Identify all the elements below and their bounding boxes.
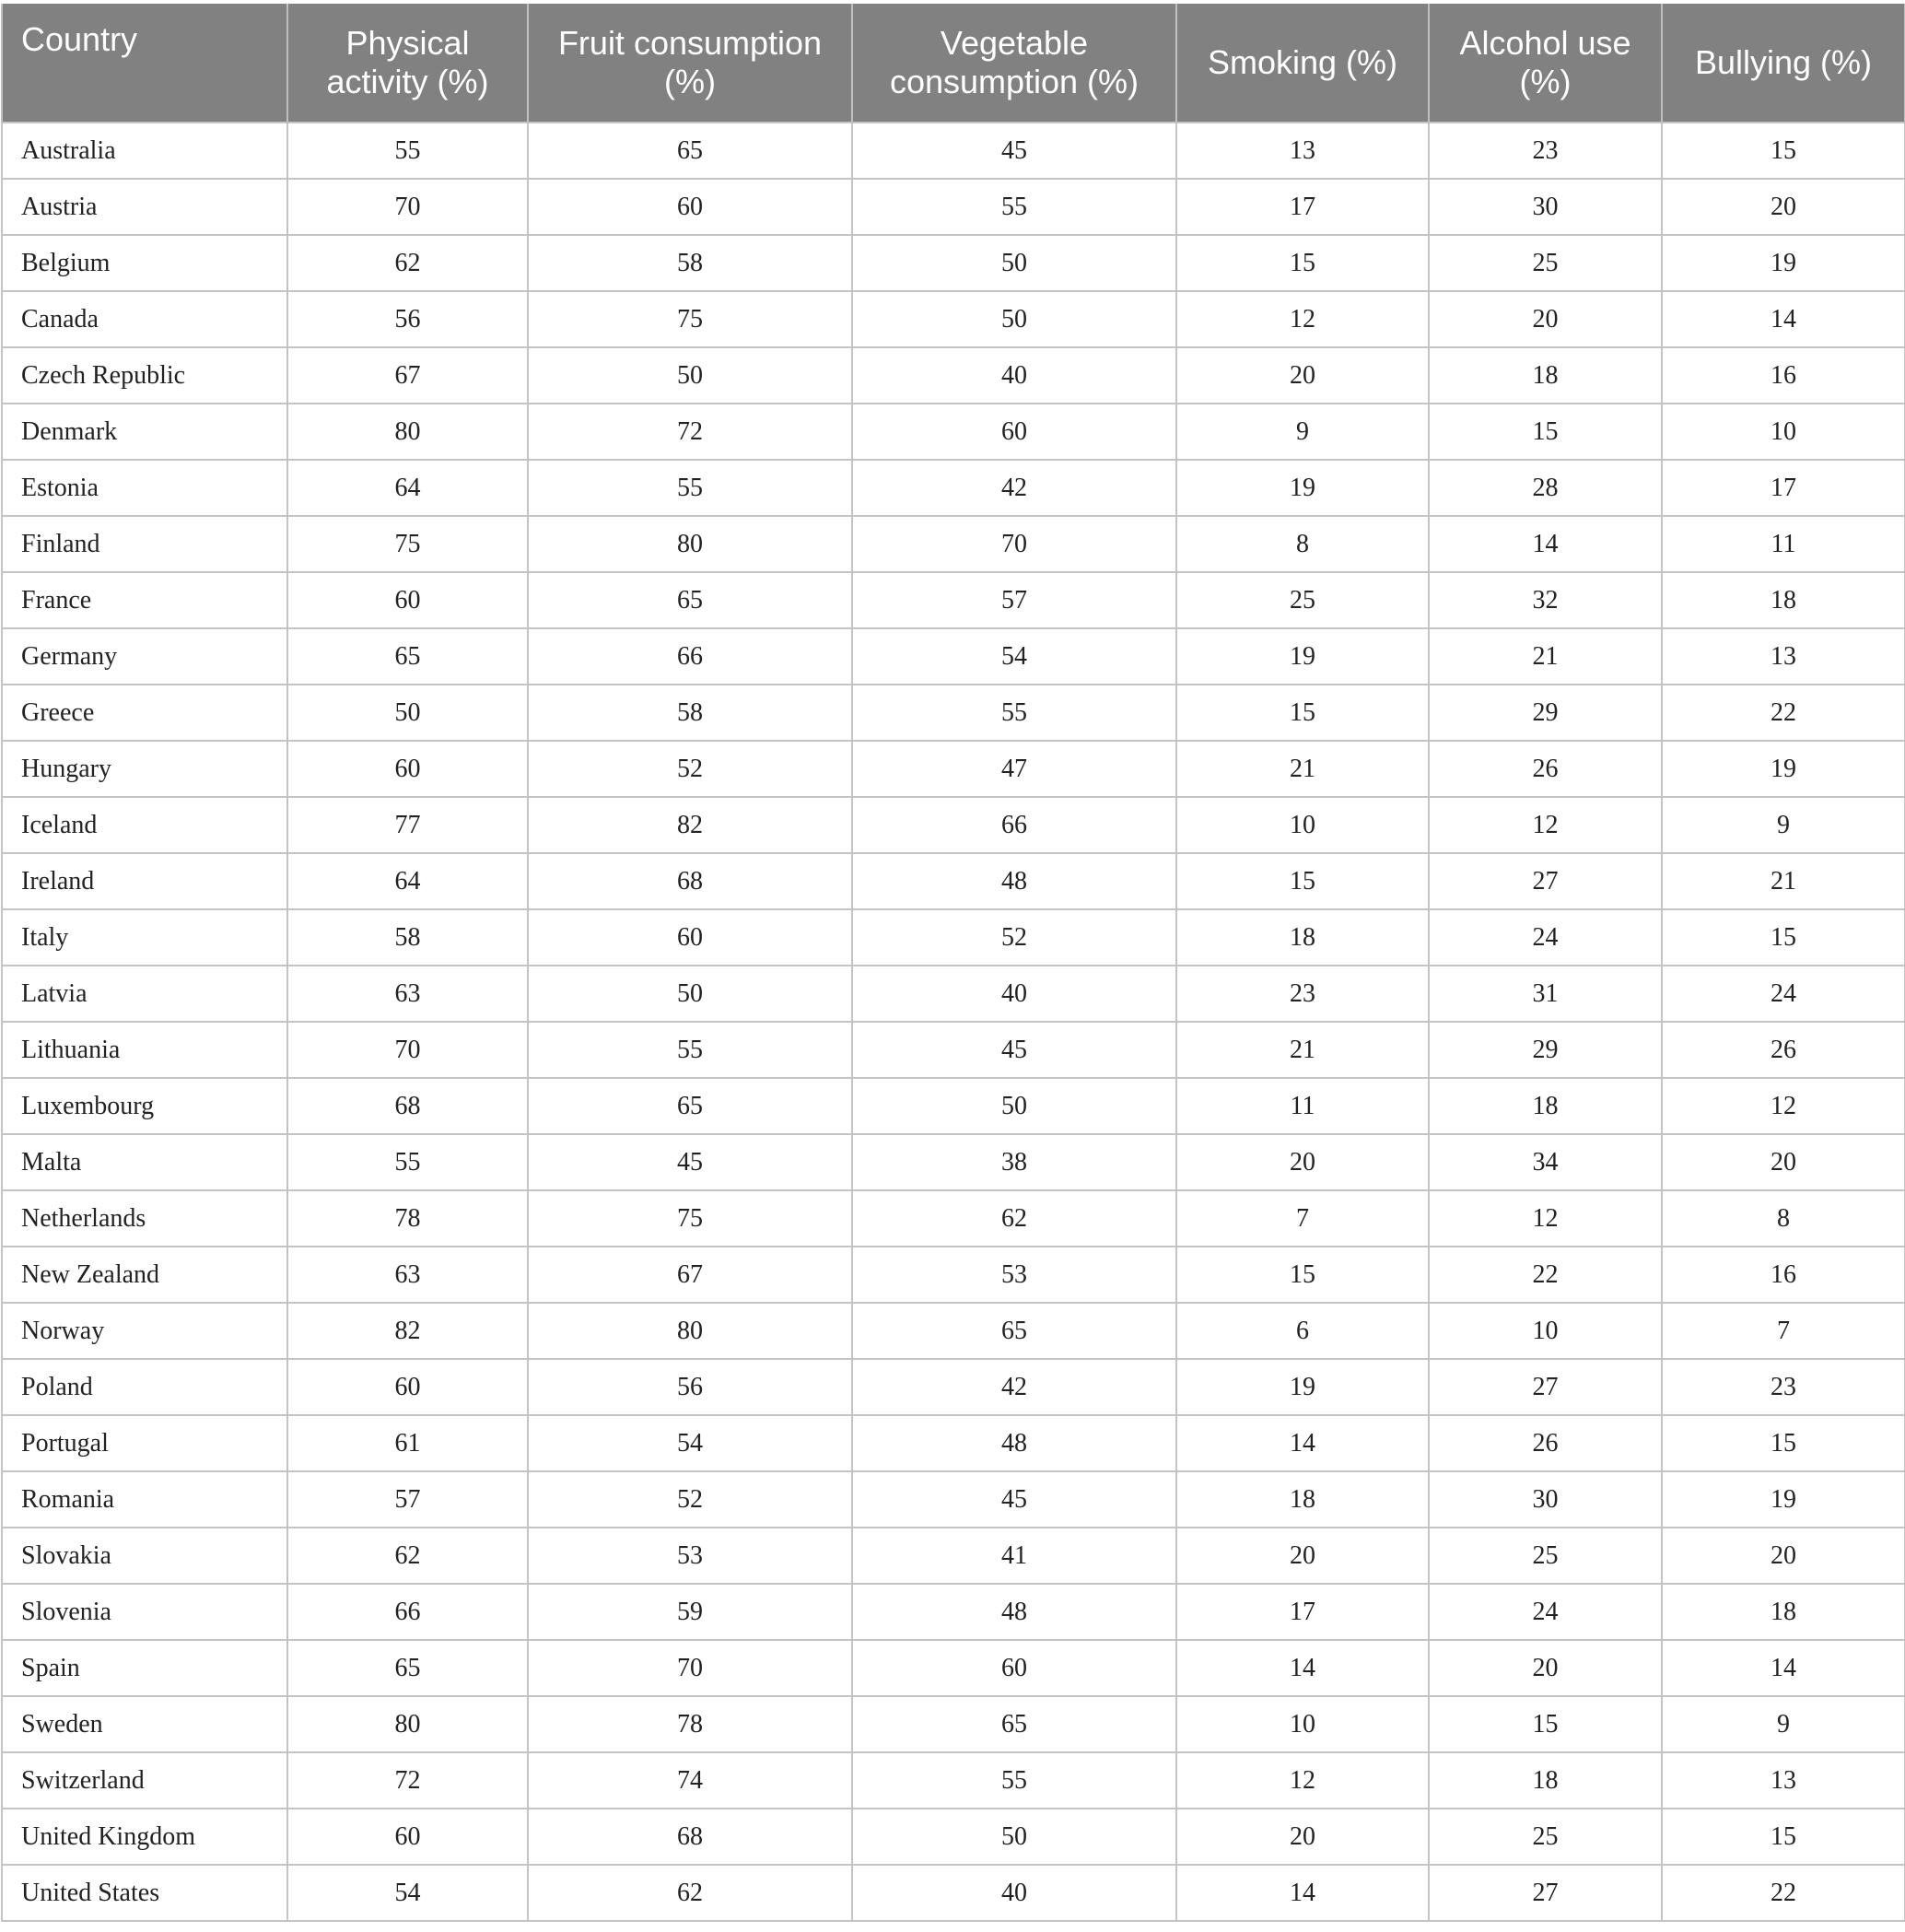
cell-smoking: 10 (1176, 797, 1429, 853)
cell-country: United Kingdom (2, 1809, 287, 1865)
cell-fruit-consumption: 55 (528, 1022, 852, 1078)
cell-alcohol-use: 18 (1429, 1752, 1662, 1809)
cell-physical-activity: 57 (287, 1471, 528, 1528)
cell-physical-activity: 68 (287, 1078, 528, 1134)
cell-vegetable-consumption: 48 (852, 1584, 1176, 1640)
table-row (2, 1190, 1905, 1247)
cell-physical-activity: 60 (287, 1809, 528, 1865)
cell-smoking: 12 (1176, 1752, 1429, 1809)
cell-alcohol-use: 32 (1429, 572, 1662, 628)
cell-fruit-consumption: 58 (528, 685, 852, 741)
cell-country: Canada (2, 291, 287, 347)
cell-smoking: 7 (1176, 1190, 1429, 1247)
cell-alcohol-use: 18 (1429, 1078, 1662, 1134)
cell-smoking: 9 (1176, 404, 1429, 460)
cell-country: Latvia (2, 966, 287, 1022)
cell-country: Slovakia (2, 1528, 287, 1584)
cell-bullying: 9 (1662, 1696, 1905, 1752)
cell-fruit-consumption: 65 (528, 572, 852, 628)
table-row (2, 1247, 1905, 1303)
cell-country: Greece (2, 685, 287, 741)
cell-smoking: 14 (1176, 1865, 1429, 1921)
cell-bullying: 13 (1662, 628, 1905, 685)
header-row (2, 4, 1905, 123)
cell-smoking: 8 (1176, 516, 1429, 572)
cell-smoking: 21 (1176, 1022, 1429, 1078)
cell-alcohol-use: 25 (1429, 235, 1662, 291)
cell-alcohol-use: 28 (1429, 460, 1662, 516)
cell-bullying: 19 (1662, 741, 1905, 797)
cell-bullying: 18 (1662, 572, 1905, 628)
cell-alcohol-use: 22 (1429, 1247, 1662, 1303)
table-row (2, 628, 1905, 685)
cell-alcohol-use: 18 (1429, 347, 1662, 404)
cell-smoking: 15 (1176, 235, 1429, 291)
cell-country: Denmark (2, 404, 287, 460)
table-row (2, 1528, 1905, 1584)
cell-vegetable-consumption: 45 (852, 123, 1176, 179)
cell-alcohol-use: 29 (1429, 685, 1662, 741)
cell-bullying: 10 (1662, 404, 1905, 460)
column-header-physical-activity: Physical activity (%) (287, 4, 528, 123)
cell-fruit-consumption: 62 (528, 1865, 852, 1921)
table-row (2, 1752, 1905, 1809)
cell-country: Slovenia (2, 1584, 287, 1640)
cell-alcohol-use: 30 (1429, 179, 1662, 235)
cell-smoking: 6 (1176, 1303, 1429, 1359)
cell-vegetable-consumption: 48 (852, 853, 1176, 909)
cell-alcohol-use: 27 (1429, 853, 1662, 909)
cell-physical-activity: 65 (287, 628, 528, 685)
cell-country: Belgium (2, 235, 287, 291)
cell-smoking: 19 (1176, 1359, 1429, 1415)
cell-bullying: 15 (1662, 1415, 1905, 1471)
cell-vegetable-consumption: 50 (852, 235, 1176, 291)
cell-smoking: 15 (1176, 685, 1429, 741)
cell-bullying: 19 (1662, 235, 1905, 291)
table-header (2, 4, 1905, 123)
cell-alcohol-use: 20 (1429, 1640, 1662, 1696)
cell-country: Norway (2, 1303, 287, 1359)
cell-fruit-consumption: 50 (528, 966, 852, 1022)
column-header-country: Country (2, 4, 287, 123)
cell-alcohol-use: 25 (1429, 1809, 1662, 1865)
cell-vegetable-consumption: 50 (852, 291, 1176, 347)
cell-smoking: 19 (1176, 628, 1429, 685)
table-row (2, 685, 1905, 741)
cell-bullying: 15 (1662, 123, 1905, 179)
cell-fruit-consumption: 53 (528, 1528, 852, 1584)
cell-vegetable-consumption: 60 (852, 1640, 1176, 1696)
cell-smoking: 20 (1176, 1528, 1429, 1584)
cell-bullying: 8 (1662, 1190, 1905, 1247)
cell-alcohol-use: 21 (1429, 628, 1662, 685)
cell-alcohol-use: 25 (1429, 1528, 1662, 1584)
cell-physical-activity: 64 (287, 853, 528, 909)
cell-fruit-consumption: 74 (528, 1752, 852, 1809)
cell-vegetable-consumption: 45 (852, 1022, 1176, 1078)
cell-physical-activity: 62 (287, 1528, 528, 1584)
cell-country: Iceland (2, 797, 287, 853)
cell-bullying: 13 (1662, 1752, 1905, 1809)
cell-physical-activity: 75 (287, 516, 528, 572)
cell-vegetable-consumption: 47 (852, 741, 1176, 797)
cell-fruit-consumption: 68 (528, 1809, 852, 1865)
cell-physical-activity: 60 (287, 1359, 528, 1415)
cell-fruit-consumption: 78 (528, 1696, 852, 1752)
table-row (2, 1640, 1905, 1696)
cell-vegetable-consumption: 55 (852, 179, 1176, 235)
cell-vegetable-consumption: 50 (852, 1809, 1176, 1865)
cell-fruit-consumption: 65 (528, 1078, 852, 1134)
cell-vegetable-consumption: 55 (852, 685, 1176, 741)
cell-fruit-consumption: 55 (528, 460, 852, 516)
table-row (2, 516, 1905, 572)
cell-physical-activity: 72 (287, 1752, 528, 1809)
cell-bullying: 11 (1662, 516, 1905, 572)
cell-vegetable-consumption: 53 (852, 1247, 1176, 1303)
cell-physical-activity: 65 (287, 1640, 528, 1696)
cell-country: Romania (2, 1471, 287, 1528)
cell-bullying: 24 (1662, 966, 1905, 1022)
cell-physical-activity: 60 (287, 572, 528, 628)
cell-physical-activity: 82 (287, 1303, 528, 1359)
cell-bullying: 17 (1662, 460, 1905, 516)
cell-physical-activity: 80 (287, 404, 528, 460)
cell-country: France (2, 572, 287, 628)
cell-vegetable-consumption: 60 (852, 404, 1176, 460)
cell-physical-activity: 70 (287, 179, 528, 235)
cell-smoking: 18 (1176, 1471, 1429, 1528)
cell-physical-activity: 66 (287, 1584, 528, 1640)
cell-fruit-consumption: 54 (528, 1415, 852, 1471)
column-header-fruit-consumption: Fruit consumption (%) (528, 4, 852, 123)
cell-smoking: 17 (1176, 1584, 1429, 1640)
cell-country: Lithuania (2, 1022, 287, 1078)
column-header-bullying: Bullying (%) (1662, 4, 1905, 123)
cell-smoking: 17 (1176, 179, 1429, 235)
cell-country: Germany (2, 628, 287, 685)
table-row (2, 1134, 1905, 1190)
cell-bullying: 15 (1662, 909, 1905, 966)
cell-vegetable-consumption: 52 (852, 909, 1176, 966)
cell-bullying: 20 (1662, 179, 1905, 235)
table-body (2, 123, 1905, 1921)
cell-smoking: 12 (1176, 291, 1429, 347)
cell-vegetable-consumption: 40 (852, 347, 1176, 404)
cell-physical-activity: 60 (287, 741, 528, 797)
table-row (2, 1865, 1905, 1921)
cell-bullying: 14 (1662, 291, 1905, 347)
cell-fruit-consumption: 66 (528, 628, 852, 685)
table-row (2, 179, 1905, 235)
cell-fruit-consumption: 58 (528, 235, 852, 291)
cell-country: Luxembourg (2, 1078, 287, 1134)
cell-vegetable-consumption: 65 (852, 1696, 1176, 1752)
cell-fruit-consumption: 50 (528, 347, 852, 404)
cell-alcohol-use: 29 (1429, 1022, 1662, 1078)
table-row (2, 460, 1905, 516)
cell-vegetable-consumption: 42 (852, 1359, 1176, 1415)
cell-bullying: 16 (1662, 347, 1905, 404)
cell-physical-activity: 50 (287, 685, 528, 741)
cell-bullying: 20 (1662, 1134, 1905, 1190)
cell-alcohol-use: 15 (1429, 1696, 1662, 1752)
cell-vegetable-consumption: 42 (852, 460, 1176, 516)
cell-physical-activity: 80 (287, 1696, 528, 1752)
cell-smoking: 21 (1176, 741, 1429, 797)
cell-bullying: 22 (1662, 1865, 1905, 1921)
cell-country: Portugal (2, 1415, 287, 1471)
cell-physical-activity: 62 (287, 235, 528, 291)
cell-bullying: 14 (1662, 1640, 1905, 1696)
cell-fruit-consumption: 72 (528, 404, 852, 460)
cell-fruit-consumption: 80 (528, 516, 852, 572)
cell-fruit-consumption: 75 (528, 291, 852, 347)
cell-country: Czech Republic (2, 347, 287, 404)
cell-physical-activity: 63 (287, 966, 528, 1022)
cell-fruit-consumption: 56 (528, 1359, 852, 1415)
cell-fruit-consumption: 82 (528, 797, 852, 853)
cell-vegetable-consumption: 65 (852, 1303, 1176, 1359)
cell-bullying: 19 (1662, 1471, 1905, 1528)
table-row (2, 853, 1905, 909)
cell-vegetable-consumption: 45 (852, 1471, 1176, 1528)
cell-fruit-consumption: 45 (528, 1134, 852, 1190)
cell-bullying: 9 (1662, 797, 1905, 853)
cell-alcohol-use: 26 (1429, 1415, 1662, 1471)
table-row (2, 1022, 1905, 1078)
cell-country: Sweden (2, 1696, 287, 1752)
table-row (2, 404, 1905, 460)
table-row (2, 1809, 1905, 1865)
cell-alcohol-use: 30 (1429, 1471, 1662, 1528)
table-row (2, 291, 1905, 347)
cell-physical-activity: 77 (287, 797, 528, 853)
cell-fruit-consumption: 80 (528, 1303, 852, 1359)
cell-bullying: 23 (1662, 1359, 1905, 1415)
cell-smoking: 11 (1176, 1078, 1429, 1134)
cell-smoking: 13 (1176, 123, 1429, 179)
cell-vegetable-consumption: 50 (852, 1078, 1176, 1134)
data-table (1, 4, 1905, 1922)
table-row (2, 1584, 1905, 1640)
cell-alcohol-use: 27 (1429, 1359, 1662, 1415)
cell-physical-activity: 64 (287, 460, 528, 516)
cell-smoking: 25 (1176, 572, 1429, 628)
cell-country: Austria (2, 179, 287, 235)
cell-alcohol-use: 34 (1429, 1134, 1662, 1190)
table-row (2, 572, 1905, 628)
cell-vegetable-consumption: 40 (852, 1865, 1176, 1921)
cell-alcohol-use: 20 (1429, 291, 1662, 347)
cell-fruit-consumption: 52 (528, 1471, 852, 1528)
cell-alcohol-use: 23 (1429, 123, 1662, 179)
cell-vegetable-consumption: 66 (852, 797, 1176, 853)
cell-smoking: 15 (1176, 853, 1429, 909)
cell-alcohol-use: 24 (1429, 909, 1662, 966)
cell-physical-activity: 58 (287, 909, 528, 966)
cell-country: United States (2, 1865, 287, 1921)
table-row (2, 1696, 1905, 1752)
cell-alcohol-use: 31 (1429, 966, 1662, 1022)
cell-smoking: 15 (1176, 1247, 1429, 1303)
cell-country: Hungary (2, 741, 287, 797)
table-row (2, 1359, 1905, 1415)
cell-physical-activity: 61 (287, 1415, 528, 1471)
cell-physical-activity: 54 (287, 1865, 528, 1921)
cell-physical-activity: 70 (287, 1022, 528, 1078)
cell-vegetable-consumption: 55 (852, 1752, 1176, 1809)
cell-physical-activity: 55 (287, 123, 528, 179)
cell-country: Malta (2, 1134, 287, 1190)
cell-bullying: 18 (1662, 1584, 1905, 1640)
cell-fruit-consumption: 60 (528, 179, 852, 235)
table-row (2, 1303, 1905, 1359)
cell-smoking: 23 (1176, 966, 1429, 1022)
cell-physical-activity: 78 (287, 1190, 528, 1247)
cell-physical-activity: 63 (287, 1247, 528, 1303)
cell-smoking: 19 (1176, 460, 1429, 516)
cell-alcohol-use: 12 (1429, 1190, 1662, 1247)
table-row (2, 347, 1905, 404)
cell-country: Estonia (2, 460, 287, 516)
cell-alcohol-use: 12 (1429, 797, 1662, 853)
cell-vegetable-consumption: 41 (852, 1528, 1176, 1584)
cell-fruit-consumption: 52 (528, 741, 852, 797)
cell-vegetable-consumption: 40 (852, 966, 1176, 1022)
cell-country: Finland (2, 516, 287, 572)
cell-fruit-consumption: 65 (528, 123, 852, 179)
cell-country: Australia (2, 123, 287, 179)
cell-physical-activity: 55 (287, 1134, 528, 1190)
cell-vegetable-consumption: 54 (852, 628, 1176, 685)
table-row (2, 1471, 1905, 1528)
cell-vegetable-consumption: 70 (852, 516, 1176, 572)
cell-fruit-consumption: 75 (528, 1190, 852, 1247)
cell-smoking: 18 (1176, 909, 1429, 966)
cell-country: Spain (2, 1640, 287, 1696)
cell-alcohol-use: 27 (1429, 1865, 1662, 1921)
table-row (2, 741, 1905, 797)
cell-bullying: 7 (1662, 1303, 1905, 1359)
cell-alcohol-use: 10 (1429, 1303, 1662, 1359)
cell-physical-activity: 67 (287, 347, 528, 404)
cell-bullying: 15 (1662, 1809, 1905, 1865)
table-row (2, 1415, 1905, 1471)
table-row (2, 909, 1905, 966)
cell-bullying: 26 (1662, 1022, 1905, 1078)
cell-country: Italy (2, 909, 287, 966)
cell-alcohol-use: 15 (1429, 404, 1662, 460)
table-row (2, 1078, 1905, 1134)
cell-alcohol-use: 14 (1429, 516, 1662, 572)
cell-country: New Zealand (2, 1247, 287, 1303)
column-header-alcohol-use: Alcohol use (%) (1429, 4, 1662, 123)
table-row (2, 797, 1905, 853)
cell-smoking: 20 (1176, 1134, 1429, 1190)
cell-bullying: 21 (1662, 853, 1905, 909)
cell-fruit-consumption: 70 (528, 1640, 852, 1696)
cell-country: Poland (2, 1359, 287, 1415)
table-row (2, 123, 1905, 179)
cell-alcohol-use: 24 (1429, 1584, 1662, 1640)
cell-country: Switzerland (2, 1752, 287, 1809)
column-header-smoking: Smoking (%) (1176, 4, 1429, 123)
cell-country: Ireland (2, 853, 287, 909)
cell-bullying: 12 (1662, 1078, 1905, 1134)
cell-country: Netherlands (2, 1190, 287, 1247)
cell-fruit-consumption: 59 (528, 1584, 852, 1640)
cell-vegetable-consumption: 62 (852, 1190, 1176, 1247)
cell-smoking: 14 (1176, 1640, 1429, 1696)
cell-bullying: 20 (1662, 1528, 1905, 1584)
cell-vegetable-consumption: 57 (852, 572, 1176, 628)
cell-vegetable-consumption: 38 (852, 1134, 1176, 1190)
table-row (2, 235, 1905, 291)
cell-fruit-consumption: 68 (528, 853, 852, 909)
table-row (2, 966, 1905, 1022)
cell-physical-activity: 56 (287, 291, 528, 347)
column-header-vegetable-consumption: Vegetable consumption (%) (852, 4, 1176, 123)
cell-smoking: 20 (1176, 347, 1429, 404)
cell-vegetable-consumption: 48 (852, 1415, 1176, 1471)
cell-alcohol-use: 26 (1429, 741, 1662, 797)
cell-smoking: 14 (1176, 1415, 1429, 1471)
cell-fruit-consumption: 67 (528, 1247, 852, 1303)
cell-smoking: 10 (1176, 1696, 1429, 1752)
cell-fruit-consumption: 60 (528, 909, 852, 966)
cell-smoking: 20 (1176, 1809, 1429, 1865)
cell-bullying: 16 (1662, 1247, 1905, 1303)
cell-bullying: 22 (1662, 685, 1905, 741)
